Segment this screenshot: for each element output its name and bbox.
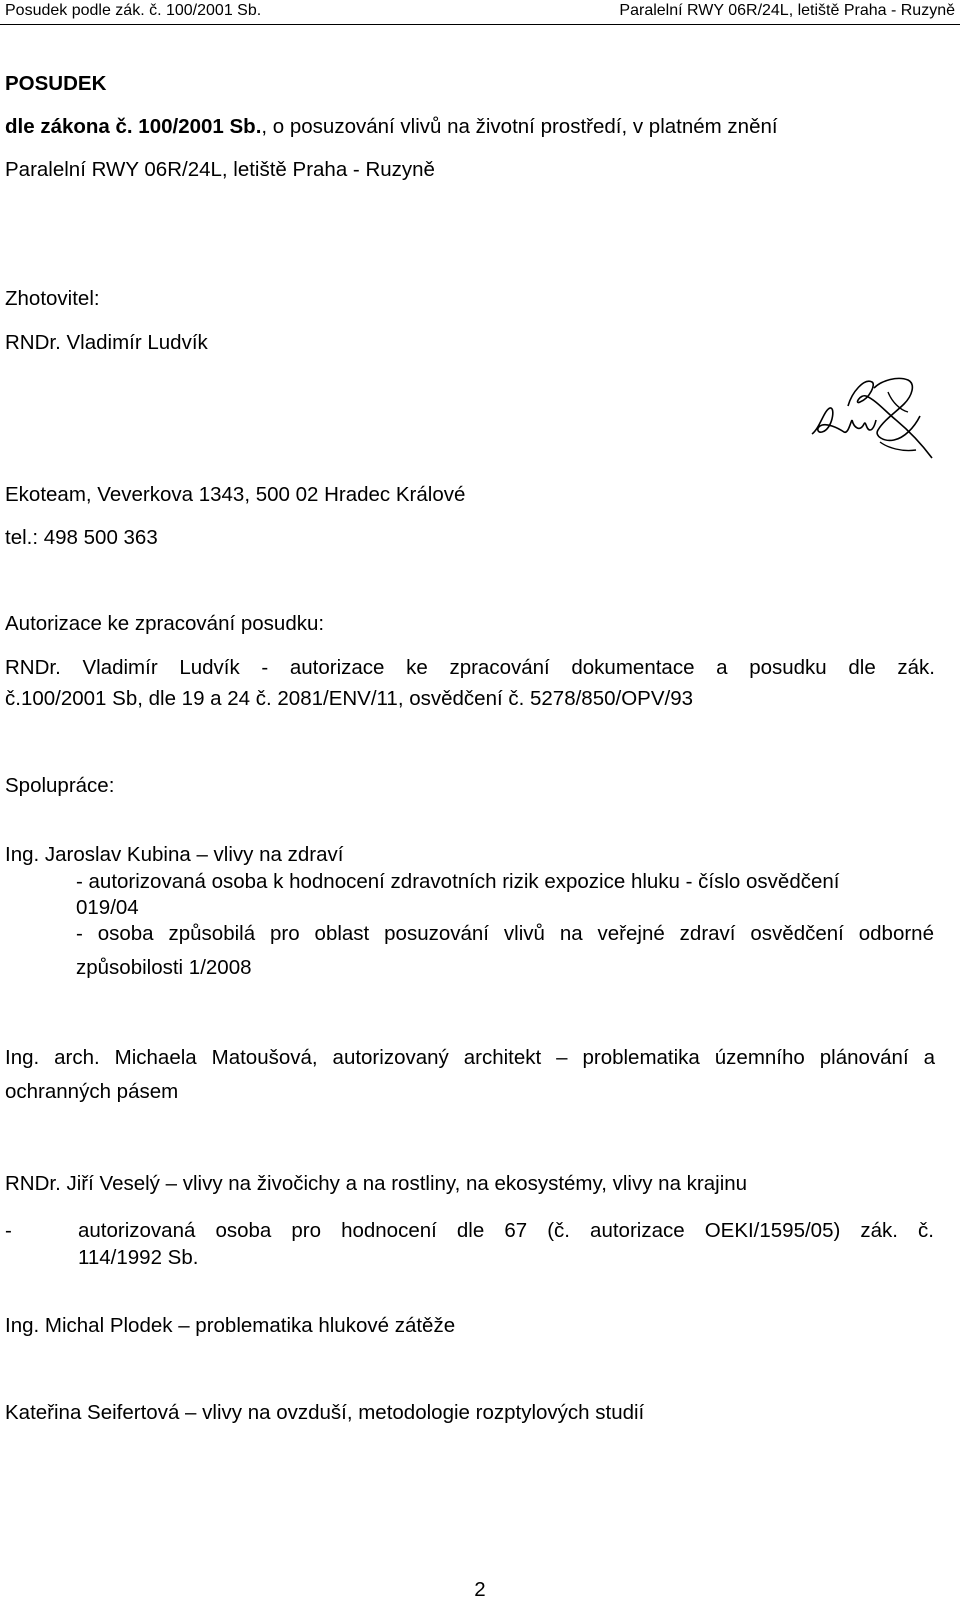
signature <box>808 372 936 464</box>
law-reference-bold: dle zákona č. 100/2001 Sb. <box>5 115 262 138</box>
contractor-address: Ekoteam, Veverkova 1343, 500 02 Hradec Králové <box>5 483 466 506</box>
kubina-heading: Ing. Jaroslav Kubina – vlivy na zdraví <box>5 843 344 866</box>
contractor-name: RNDr. Vladimír Ludvík <box>5 331 208 354</box>
vesely-item-dash: - <box>5 1219 12 1242</box>
project-name: Paralelní RWY 06R/24L, letiště Praha - Ruzyně <box>5 158 435 181</box>
vesely-item: autorizovaná osoba pro hodnocení dle 67 (č. autorizace OEKI/1595/05) zák. č. <box>78 1219 934 1242</box>
kubina-item-2: - osoba způsobilá pro oblast posuzování vlivů na veřejné zdraví osvědčení odborné <box>76 922 934 945</box>
cooperation-label: Spolupráce: <box>5 774 115 797</box>
vesely-item-cont: 114/1992 Sb. <box>78 1246 199 1269</box>
vesely-heading: RNDr. Jiří Veselý – vlivy na živočichy a na rostliny, na ekosystémy, vlivy na krajinu <box>5 1172 748 1195</box>
page-header <box>0 0 960 25</box>
law-reference-rest: , o posuzování vlivů na životní prostředí, v platném znění <box>261 115 778 138</box>
document-title: POSUDEK <box>5 72 107 95</box>
authorization-line-2: č.100/2001 Sb, dle 19 a 24 č. 2081/ENV/11, osvědčení č. 5278/850/OPV/93 <box>5 687 693 710</box>
law-reference <box>5 115 778 139</box>
seifertova-line: Kateřina Seifertová – vlivy na ovzduší, metodologie rozptylových studií <box>5 1401 645 1424</box>
header-left-text: Posudek podle zák. č. 100/2001 Sb. <box>5 2 262 19</box>
contractor-phone: tel.: 498 500 363 <box>5 526 158 549</box>
kubina-item-1: - autorizovaná osoba k hodnocení zdravotních rizik expozice hluku - číslo osvědčení <box>76 870 840 893</box>
page-number: 2 <box>474 1578 486 1601</box>
kubina-item-2-cont: způsobilosti 1/2008 <box>76 956 252 979</box>
kubina-item-1-cont: 019/04 <box>76 896 139 919</box>
matousova-line-cont: ochranných pásem <box>5 1080 179 1103</box>
authorization-label: Autorizace ke zpracování posudku: <box>5 612 325 635</box>
contractor-label: Zhotovitel: <box>5 287 100 310</box>
plodek-line: Ing. Michal Plodek – problematika hlukové zátěže <box>5 1314 456 1337</box>
matousova-line: Ing. arch. Michaela Matoušová, autorizovaný architekt – problematika územního plánování a <box>5 1046 935 1069</box>
header-right-text: Paralelní RWY 06R/24L, letiště Praha - Ruzyně <box>619 2 955 19</box>
authorization-line-1: RNDr. Vladimír Ludvík - autorizace ke zpracování dokumentace a posudku dle zák. <box>5 656 935 679</box>
